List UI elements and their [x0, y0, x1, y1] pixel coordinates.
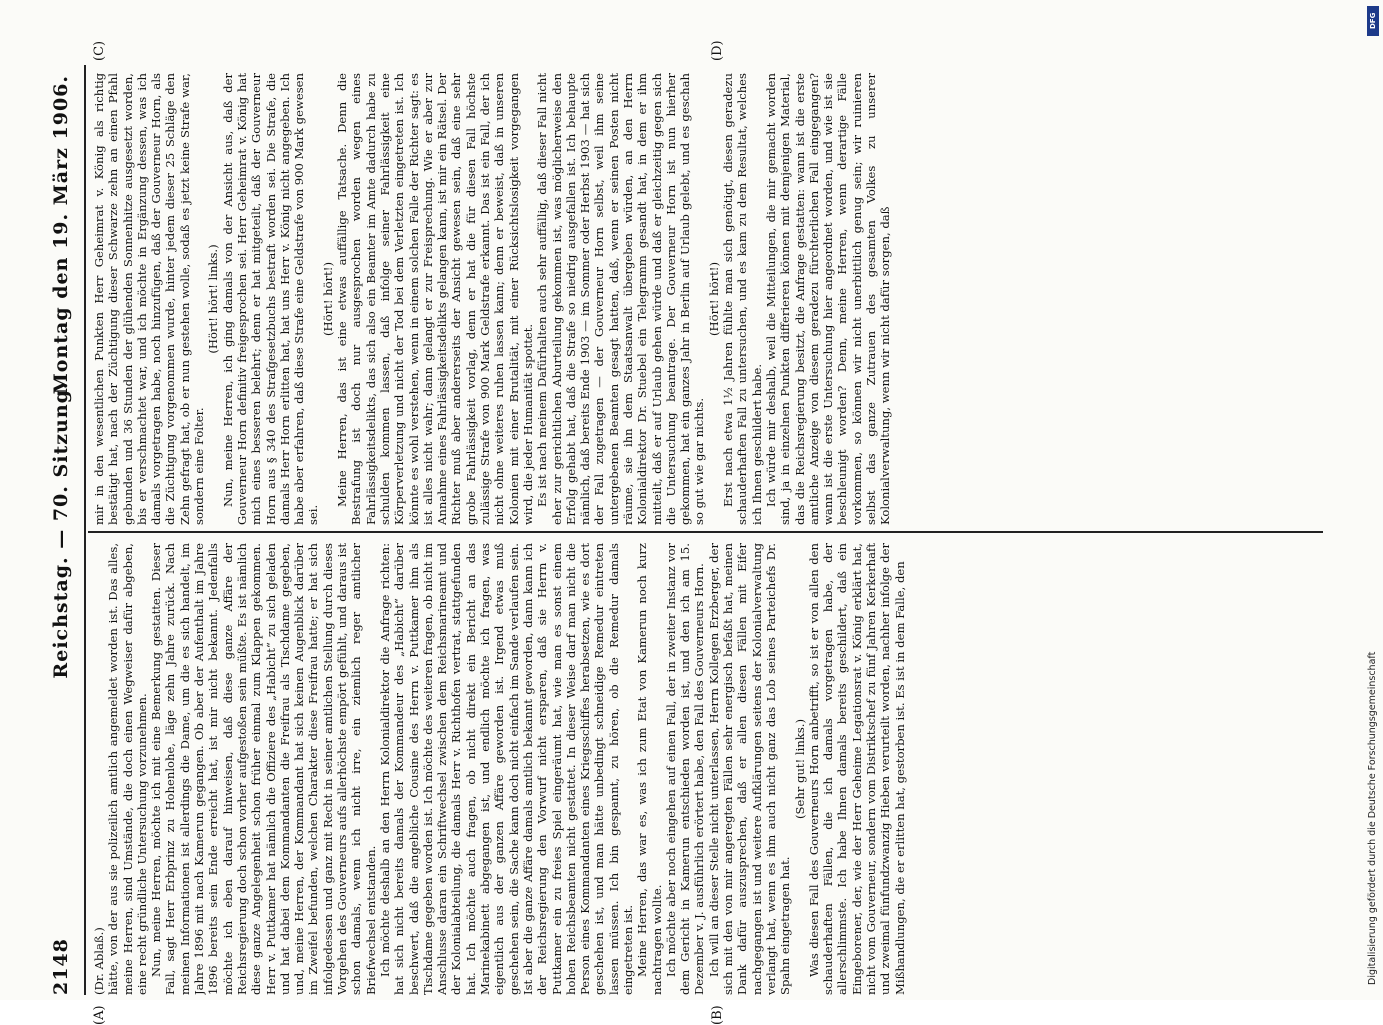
left-column	[92, 543, 1322, 995]
paragraph: Erst nach etwa 1½ Jahren fühlte man sich genötigt, diesen geradezu schauderhaften Fall zu untersuchen, und es kam zu dem Resultat, welches ich Ihnen geschildert habe.	[721, 73, 764, 525]
digitization-credit: Digitalisierung gefördert durch die Deutsche Forschungsgemeinschaft	[1367, 651, 1378, 985]
paragraph: Nun, meine Herren, ich ging damals von der Ansicht aus, daß der Gouverneur Horn definitiv freigesprochen sei. Herr Geheimrat v. König hat mich eines besseren belehrt; denn er hat mitgeteilt, daß der Gouverneur Horn aus § 340 des Strafgesetzbuchs bestraft worden sei. Die Strafe, die damals Herr Horn erlitten hat, hat uns Herr v. König nicht angegeben. Ich habe aber erfahren, daß diese Strafe eine Geldstrafe von 900 Mark gewesen sei.	[220, 73, 321, 525]
page-header	[40, 65, 80, 995]
paragraph: Was diesen Fall des Gouverneurs Horn anbetrifft, so ist er von allen den schauderhaften Fällen, die ich damals vorgetragen habe, der allerschlimmste. Ich habe Ihnen damals bereits geschildert, daß ein Eingeborener, der, wie der Herr Geheime Legationsrat v. König erklärt hat, nicht vom Gouverneur, sondern vom Distriktschef zu fünf Jahren Kerkerhaft und zweimal fünfundzwanzig Hieben verurteilt worden, nachher infolge der Mißhandlungen, die er erlitten hat, gestorben ist. Es ist in dem Falle, den	[806, 543, 907, 995]
paragraph: Ich möchte aber noch eingehen auf einen Fall, der in zweiter Instanz vor dem Gericht in Kamerun entschieden worden ist, und den ich am 15. Dezember v. J. ausführlich erörtert habe, den Fall des Gouverneurs Horn.	[663, 543, 707, 995]
speaker-label: (Dr. Ablaß.)	[92, 927, 106, 995]
paragraph: Nun, meine Herren, möchte ich mit eine Bemerkung gestatten. Dieser Fall, sagt Herr Erbprinz zu Hohenlohe, läge zehn Jahre zurück. Nach meinen Informationen ist allerdings die Dame, um die es sich handelt, im Jahre 1896 mit nach Kamerun gegangen. Ob aber der Aufenthalt im Jahre 1896 bereits sein Ende erreicht hat, ist mir nicht bekannt. Jedenfalls möchte ich eben darauf hinweisen, daß diese ganze Affäre der Reichsregierung doch schon vorher aufgestoßen sein müßte. Es ist nämlich diese ganze Angelegenheit schon früher einmal zum Klappen gekommen. Herr v. Puttkamer hat nämlich die Offiziere des „Habicht“ zu sich geladen und hat dabei dem Kommandanten die Freifrau als Tischdame gegeben, und, meine Herren, der Kommandant hat sich keinen Augenblick darüber im Zweifel befunden, welchen Charakter diese Freifrau hatte; er hat sich infolgedessen und ganz mit Recht in seiner amtlichen Stellung durch dieses Vorgehen des Gouverneurs aufs allerhöchste empört gefühlt, und daraus ist schon damals, wenn ich nicht irre, ein ziemlich reger amtlicher Briefwechsel entstanden.	[149, 543, 378, 995]
interjection: (Hört! hört!)	[320, 262, 335, 336]
paragraph: Ich will an dieser Stelle nicht unterlassen, Herrn Kollegen Erzberger, der sich mit den von mir angeregten Fällen sehr energisch befaßt hat, meinen Dank dafür auszusprechen, daß er allen diesen Fällen mit Eifer nachgegangen ist und weitere Aufklärungen seitens der Kolonialverwaltung verlangt hat, wenn es ihm auch nicht ganz das Lob seines Parteichefs Dr. Spahn eingetragen hat.	[706, 543, 793, 995]
paragraph: Es ist nach meinem Dafürhalten auch sehr auffällig, daß dieser Fall nicht eher zur gerichtlichen Aburteilung gekommen ist, was möglicherweise den Erfolg gehabt hat, daß die Strafe so niedrig ausgefallen ist. Ich behaupte nämlich, daß bereits Ende 1903 — im Sommer oder Herbst 1903 — hat sich der Fall zugetragen — der Gouverneur Horn selbst, weil ihm seine untergebenen Beamten gesagt hatten, daß, wenn er seinen Posten nicht räume, sie ihn dem Staatsanwalt übergeben würden, an den Herrn Kolonialdirektor Dr. Stuebel ein Telegramm gesandt hat, in dem er ihm mitteilt, daß er auf Urlaub gehen würde und daß er gleichzeitig gegen sich die Untersuchung beantrage. Der Gouverneur Horn ist nun hierher gekommen, hat ein ganzes Jahr in Berlin auf Urlaub gelebt, und es geschah so gut wie gar nichts.	[535, 73, 707, 525]
header-divider	[84, 65, 86, 995]
paragraph: Ich würde mir deshalb, weil die Mitteilungen, die mir gemacht worden sind, ja in einzelnen Punkten differieren können mit demjenigen Material, das die Reichsregierung besitzt, die Anfrage gestatten: wann ist die erste amtliche Anzeige von diesem geradezu fürchterlichen Fall eingegangen? wann ist die erste Untersuchung hier angeordnet worden, und wie ist sie beschleunigt worden? Denn, meine Herren, wenn derartige Fälle vorkommen, so können wir nicht unerbittlich genug sein; wir ruinieren selbst das ganze Zutrauen des gesamten Volkes zu unserer Kolonialverwaltung, wenn wir nicht dafür sorgen, daß	[763, 73, 893, 525]
margin-marker-d: (D)	[710, 40, 725, 61]
margin-marker-a: (A)	[92, 1005, 107, 1025]
rotated-page-content	[40, 40, 1330, 1025]
paragraph: mir in den wesentlichen Punkten Herr Geheimrat v. König als richtig bestätigt hat, nach der Züchtigung dieser Schwarze zehn an einen Pfahl gebunden und 36 Stunden der glühenden Sonnenhitze ausgesetzt worden, bis er verschmachtet war, und ich möchte in Ergänzung dessen, was ich damals vorgetragen habe, noch hinzufügen, daß der Gouverneur Horn, als die Züchtigung vorgenommen wurde, hinter jedem dieser 25 Schläge den Zehn gefragt hat, ob er nun gestehen wolle, sodaß es jetzt keine Strafe war, sondern eine Folter.	[92, 73, 207, 525]
digitization-footer	[1364, 0, 1383, 1000]
paragraph: Ich möchte deshalb an den Herrn Kolonialdirektor die Anfrage richten: hat sich nicht bereits damals der Kommandeur des „Habicht“ darüber beschwert, daß die angebliche Cousine des Herrn v. Puttkamer ihm als Tischdame gegeben worden ist. Ich möchte des weiteren fragen, ob nicht im Anschlusse daran ein Schriftwechsel zwischen dem Reichsmarineamt und der Kolonialabteilung, die damals Herr v. Richthofen vertrat, stattgefunden hat. Ich möchte auch fragen, ob nicht direkt ein Bericht an das Marinekabinett abgegangen ist, und endlich möchte ich fragen, was eigentlich aus der ganzen Affäre geworden ist. Irgend etwas muß geschehen sein, die Sache kann doch nicht einfach im Sande verlaufen sein. Ist aber die ganze Affäre damals amtlich bekannt geworden, dann kann ich der Reichsregierung den Vorwurf nicht ersparen, daß sie Herrn v. Puttkamer ein zu freies Spiel eingeräumt hat, wie man es sonst einem hohen Reichsbeamten nicht gestattet. In dieser Weise darf man nicht die Person eines Kommandanten eines Kriegsschiffes herabsetzen, wie es dort geschehen ist, und man hätte unbedingt schneidige Remedur eintreten lassen müssen. Ich bin gespannt, zu hören, ob die Remedur damals eingetreten ist.	[377, 543, 635, 995]
paragraph: Meine Herren, das war es, was ich zum Etat von Kamerun noch kurz nachtragen wollte.	[635, 543, 664, 995]
right-column	[92, 73, 1322, 525]
page-number: 2148	[50, 938, 72, 995]
margin-marker-c: (C)	[92, 40, 107, 61]
session-date: Montag den 19. März 1906.	[50, 75, 72, 395]
margin-marker-b: (B)	[710, 1005, 725, 1025]
interjection: (Sehr gut! links.)	[792, 719, 807, 819]
interjection: (Hört! hört!)	[706, 262, 721, 336]
interjection: (Hört! hört! links.)	[206, 244, 221, 354]
paragraph: hätte, von der aus sie polizeilich amtlich angemeldet worden ist. Das alles, meine Herren, sind Umstände, die doch einen Wegweiser dafür abgeben, eine recht gründliche Untersuchung vorzunehmen.	[106, 543, 149, 995]
column-divider	[88, 531, 1323, 533]
dfg-logo-icon: DFG	[1367, 6, 1379, 36]
session-title: Reichstag. — 70. Sitzung.	[50, 381, 72, 679]
paragraph: Meine Herren, das ist eine etwas auffällige Tatsache. Denn die Bestrafung ist doch nur ausgesprochen worden wegen eines Fahrlässigkeitsdelikts, das sich also ein Beamter im Amte dadurch habe zu schulden kommen lassen, daß infolge seiner Fahrlässigkeit eine Körperverletzung und nicht der Tod bei dem Verletzten eingetreten ist. Ich könnte es wohl verstehen, wenn in einem solchen Falle der Richter sagt: es ist alles nicht wahr; dann gelangt er zur Freisprechung. Wie er aber zur Annahme eines Fahrlässigkeitsdelikts gelangen kann, ist mir ein Rätsel. Der Richter muß aber andererseits der Ansicht gewesen sein, daß eine sehr grobe Fahrlässigkeit vorlag, denn er hat die für diesen Fall höchste zulässige Strafe von 900 Mark Geldstrafe erkannt. Das ist ein Fall, der ich nicht ohne weiteres ruhen lassen kann; denn er beweist, daß in unseren Kolonien mit einer Brutalität, mit einer Rücksichtslosigkeit vorgegangen wird, die jeder Humanität spottet.	[335, 73, 535, 525]
